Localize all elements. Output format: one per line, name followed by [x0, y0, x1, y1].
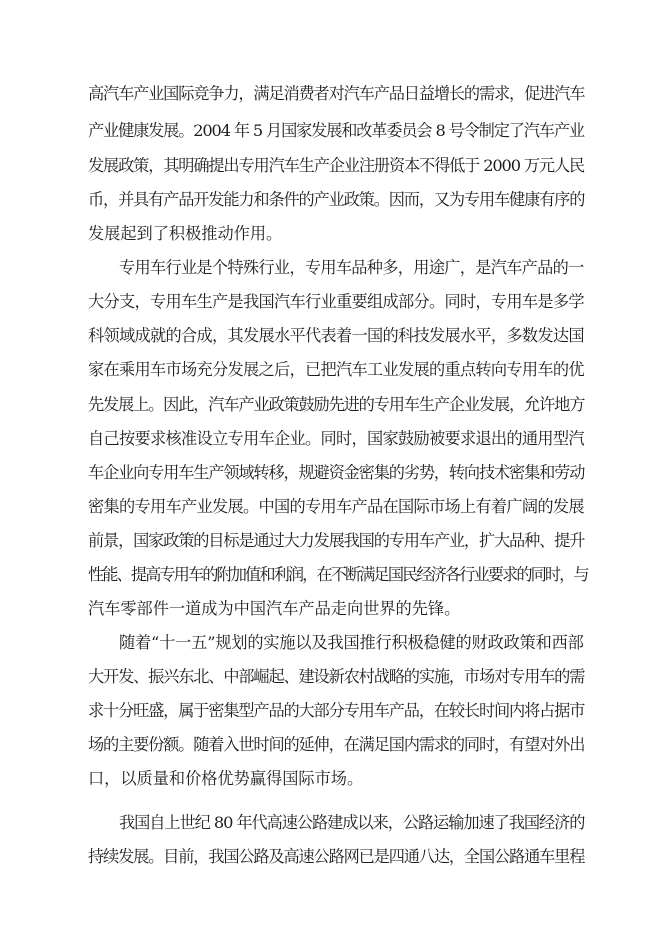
- text-line: 产业健康发展。2004 年 5 月国家发展和改革委员会 8 号令制定了汽车产业: [88, 121, 584, 140]
- text-line: 先发展上。因此，汽车产业政策鼓励先进的专用车生产企业发展，允许地方: [88, 395, 585, 414]
- text-line: 发展起到了积极推动作用。: [88, 224, 283, 243]
- text-line: 场的主要份额。随着入世时间的延伸，在满足国内需求的同时，有望对外出: [88, 735, 585, 754]
- text-line: 科领域成就的合成，其发展水平代表着一国的科技发展水平，多数发达国: [88, 326, 584, 345]
- text-line: 自己按要求核准设立专用车企业。同时，国家鼓励被要求退出的通用型汽: [88, 429, 584, 448]
- text-line: 前景，国家政策的目标是通过大力发展我国的专用车产业，扩大品种、提升: [88, 531, 585, 550]
- text-line: 高汽车产业国际竞争力，满足消费者对汽车产品日益增长的需求，促进汽车: [88, 84, 585, 103]
- text-line: 口，以质量和价格优势赢得国际市场。: [88, 769, 364, 788]
- text-line: 发展政策，其明确提出专用汽车生产企业注册资本不得低于 2000 万元人民: [88, 156, 585, 175]
- text-line: 币，并具有产品开发能力和条件的产业政策。因而，又为专用车健康有序的: [88, 190, 585, 209]
- text-line: 性能、提高专用车的附加值和利润，在不断满足国民经济各行业要求的同时，与: [88, 565, 588, 584]
- text-line: 大开发、振兴东北、中部崛起、建设新农村战略的实施，市场对专用车的需: [88, 667, 585, 686]
- text-line: 持续发展。目前，我国公路及高速公路网已是四通八达，全国公路通车里程: [88, 847, 585, 866]
- text-line: 随着“十一五”规划的实施以及我国推行积极稳健的财政政策和西部: [119, 633, 584, 652]
- text-line: 我国自上世纪 80 年代高速公路建成以来，公路运输加速了我国经济的: [119, 813, 585, 832]
- text-line: 大分支，专用车生产是我国汽车行业重要组成部分。同时，专用车是多学: [88, 292, 584, 311]
- text-line: 专用车行业是个特殊行业，专用车品种多，用途广，是汽车产品的一: [119, 258, 584, 277]
- text-line: 求十分旺盛，属于密集型产品的大部分专用车产品，在较长时间内将占据市: [88, 701, 585, 720]
- text-line: 车企业向专用车生产领域转移，规避资金密集的劣势，转向技术密集和劳动: [88, 463, 585, 482]
- text-line: 密集的专用车产业发展。中国的专用车产品在国际市场上有着广阔的发展: [88, 497, 584, 516]
- text-line: 汽车零部件一道成为中国汽车产品走向世界的先锋。: [88, 599, 461, 618]
- text-line: 家在乘用车市场充分发展之后，已把汽车工业发展的重点转向专用车的优: [88, 360, 584, 379]
